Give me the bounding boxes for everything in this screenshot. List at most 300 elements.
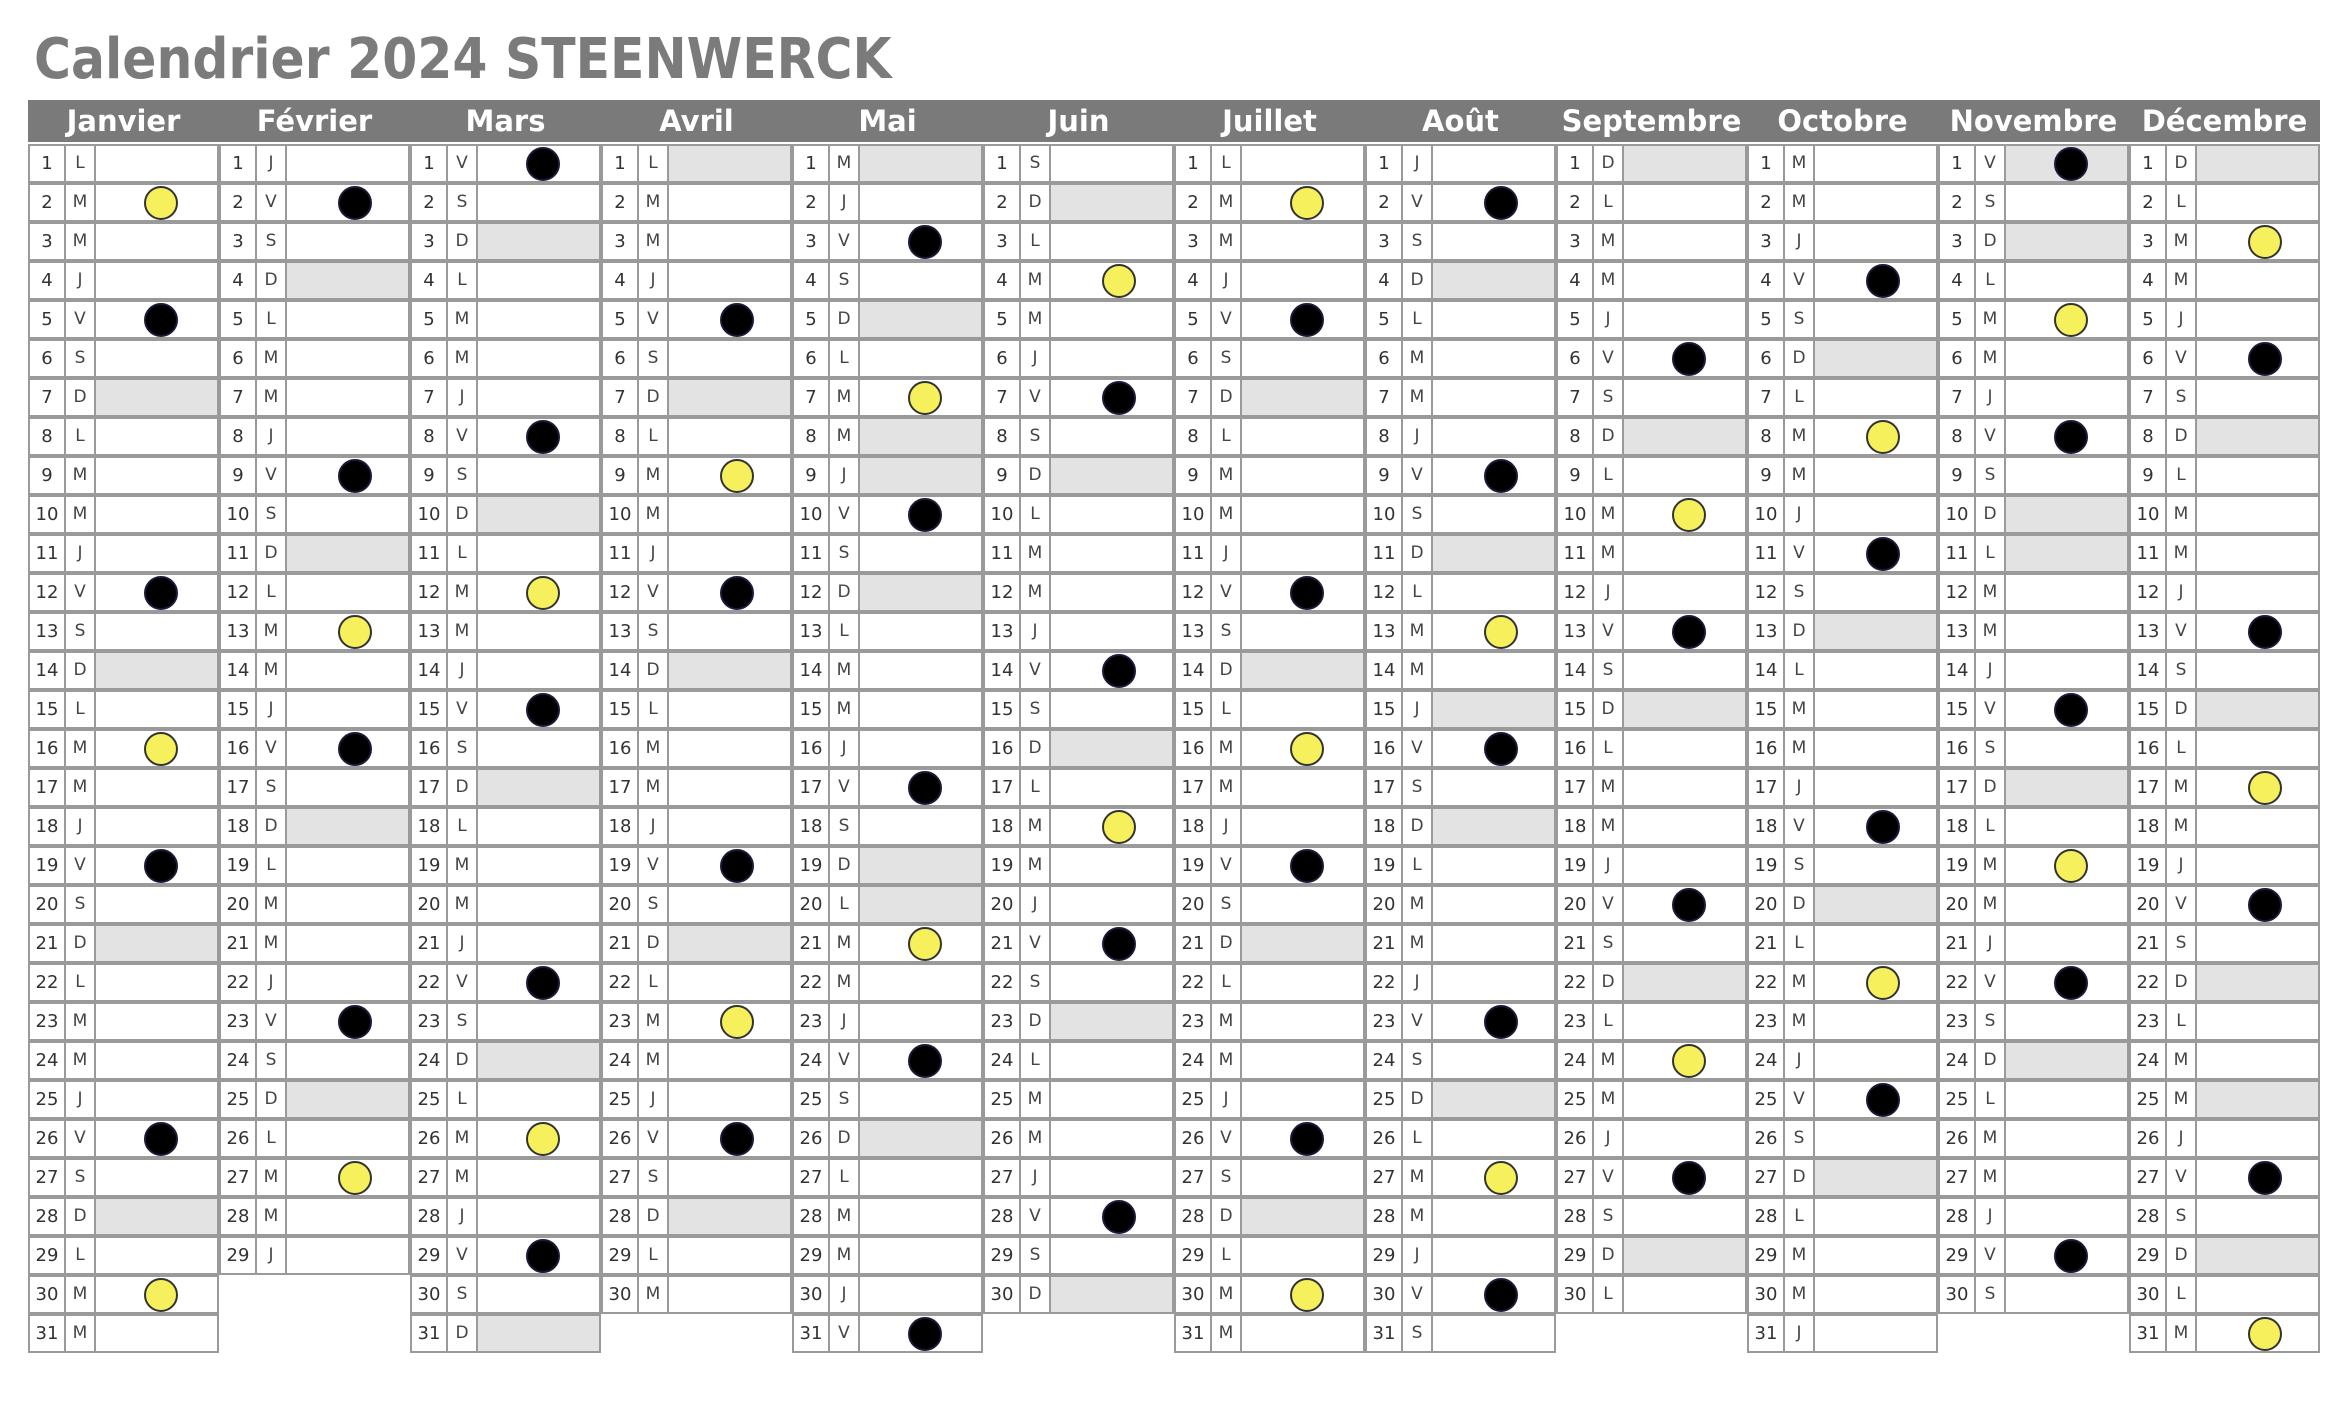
day-cell: [1747, 1314, 1938, 1353]
day-number: 1: [1749, 146, 1785, 181]
full-moon-icon: [144, 186, 178, 220]
day-note-area: [2197, 1043, 2318, 1078]
weekday-letter: S: [1976, 185, 2006, 220]
day-cell: [1174, 495, 1365, 534]
day-number: 7: [1558, 380, 1594, 415]
day-cell: [410, 1158, 601, 1197]
day-number: 13: [1558, 614, 1594, 649]
day-note-area: [2006, 536, 2127, 571]
weekday-letter: L: [1976, 809, 2006, 844]
day-cell: [219, 573, 410, 612]
day-number: 31: [30, 1316, 66, 1351]
weekday-letter: V: [1976, 146, 2006, 181]
day-number: 6: [1176, 341, 1212, 376]
day-cell: [601, 1080, 792, 1119]
day-number: 22: [985, 965, 1021, 1000]
day-cell: [1747, 261, 1938, 300]
weekday-letter: M: [257, 1199, 287, 1234]
weekday-letter: J: [448, 380, 478, 415]
weekday-letter: V: [1212, 575, 1242, 610]
day-number: 31: [2131, 1316, 2167, 1351]
day-note-area: [478, 614, 599, 649]
day-number: 1: [30, 146, 66, 181]
weekday-letter: D: [2167, 692, 2197, 727]
day-note-area: [1433, 458, 1554, 493]
weekday-letter: S: [66, 1160, 96, 1195]
day-note-area: [287, 263, 408, 298]
weekday-letter: J: [257, 965, 287, 1000]
day-cell: [1747, 222, 1938, 261]
day-cell: [1747, 846, 1938, 885]
weekday-letter: D: [2167, 146, 2197, 181]
day-cell: [28, 222, 219, 261]
weekday-letter: S: [2167, 926, 2197, 961]
day-number: 4: [985, 263, 1021, 298]
weekday-letter: L: [1403, 575, 1433, 610]
weekday-letter: M: [66, 1043, 96, 1078]
weekday-letter: L: [1212, 419, 1242, 454]
day-number: 10: [1367, 497, 1403, 532]
day-cell: [792, 1119, 983, 1158]
day-number: 17: [603, 770, 639, 805]
weekday-letter: J: [448, 926, 478, 961]
weekday-letter: M: [639, 770, 669, 805]
day-number: 14: [1367, 653, 1403, 688]
new-moon-icon: [526, 147, 560, 181]
day-cell: [983, 1041, 1174, 1080]
day-cell: [410, 300, 601, 339]
day-cell: [1747, 690, 1938, 729]
day-number: 12: [1940, 575, 1976, 610]
weekday-letter: M: [2167, 224, 2197, 259]
day-number: 13: [1749, 614, 1785, 649]
day-note-area: [1051, 224, 1172, 259]
day-cell: [792, 378, 983, 417]
day-number: 11: [603, 536, 639, 571]
day-number: 31: [1367, 1316, 1403, 1351]
day-note-area: [1051, 1199, 1172, 1234]
day-number: 23: [221, 1004, 257, 1039]
weekday-letter: V: [639, 575, 669, 610]
new-moon-icon: [908, 1317, 942, 1351]
weekday-letter: M: [1976, 848, 2006, 883]
day-cell: [1556, 339, 1747, 378]
new-moon-icon: [2054, 693, 2088, 727]
new-moon-icon: [1484, 1005, 1518, 1039]
day-number: 30: [1176, 1277, 1212, 1312]
day-note-area: [1624, 692, 1745, 727]
month-header-9: Septembre: [1556, 100, 1747, 142]
day-note-area: [1624, 809, 1745, 844]
day-cell: [792, 534, 983, 573]
day-cell: [28, 300, 219, 339]
day-note-area: [287, 653, 408, 688]
day-cell: [792, 183, 983, 222]
day-cell: [219, 1158, 410, 1197]
day-number: 16: [1558, 731, 1594, 766]
new-moon-icon: [908, 225, 942, 259]
weekday-letter: J: [1976, 1199, 2006, 1234]
weekday-letter: M: [639, 458, 669, 493]
weekday-letter: M: [2167, 1316, 2197, 1351]
weekday-letter: L: [1212, 965, 1242, 1000]
day-number: 22: [1176, 965, 1212, 1000]
day-cell: [1938, 1197, 2129, 1236]
day-number: 24: [794, 1043, 830, 1078]
day-number: 5: [1749, 302, 1785, 337]
day-cell: [1938, 1119, 2129, 1158]
weekday-letter: M: [1785, 419, 1815, 454]
full-moon-icon: [2054, 303, 2088, 337]
day-note-area: [1051, 848, 1172, 883]
day-note-area: [1051, 1160, 1172, 1195]
day-number: 23: [1940, 1004, 1976, 1039]
day-cell: [1556, 651, 1747, 690]
weekday-letter: S: [830, 809, 860, 844]
day-number: 3: [1176, 224, 1212, 259]
day-cell: [983, 1197, 1174, 1236]
weekday-letter: L: [639, 146, 669, 181]
day-note-area: [669, 263, 790, 298]
day-note-area: [1242, 1277, 1363, 1312]
day-cell: [1365, 1314, 1556, 1353]
day-note-area: [2006, 1238, 2127, 1273]
weekday-letter: J: [1594, 1121, 1624, 1156]
weekday-letter: M: [1594, 809, 1624, 844]
weekday-letter: L: [1403, 302, 1433, 337]
weekday-letter: L: [1976, 536, 2006, 571]
day-note-area: [860, 653, 981, 688]
day-cell: [410, 144, 601, 183]
day-note-area: [2197, 341, 2318, 376]
day-number: 6: [985, 341, 1021, 376]
weekday-letter: M: [1021, 575, 1051, 610]
day-cell: [410, 1002, 601, 1041]
day-cell: [1556, 573, 1747, 612]
page-title: Calendrier 2024 STEENWERCK: [34, 27, 892, 92]
day-note-area: [1815, 185, 1936, 220]
day-cell: [410, 534, 601, 573]
day-note-area: [1242, 926, 1363, 961]
day-number: 12: [221, 575, 257, 610]
day-cell: [219, 846, 410, 885]
day-number: 28: [603, 1199, 639, 1234]
day-note-area: [287, 848, 408, 883]
weekday-letter: D: [1594, 146, 1624, 181]
weekday-letter: S: [448, 1277, 478, 1312]
day-cell: [1365, 261, 1556, 300]
weekday-letter: M: [257, 380, 287, 415]
day-note-area: [860, 692, 981, 727]
day-note-area: [2197, 926, 2318, 961]
day-number: 18: [30, 809, 66, 844]
day-number: 3: [1749, 224, 1785, 259]
weekday-letter: D: [448, 497, 478, 532]
new-moon-icon: [1484, 186, 1518, 220]
day-note-area: [1815, 809, 1936, 844]
day-note-area: [1815, 146, 1936, 181]
weekday-letter: S: [1785, 1121, 1815, 1156]
new-moon-icon: [1102, 381, 1136, 415]
weekday-letter: D: [2167, 965, 2197, 1000]
day-note-area: [1242, 770, 1363, 805]
new-moon-icon: [720, 849, 754, 883]
day-number: 15: [603, 692, 639, 727]
weekday-letter: M: [66, 224, 96, 259]
weekday-letter: V: [1594, 341, 1624, 376]
day-note-area: [1433, 1316, 1554, 1351]
day-cell: [601, 846, 792, 885]
day-number: 16: [412, 731, 448, 766]
day-number: 25: [794, 1082, 830, 1117]
weekday-letter: V: [1976, 1238, 2006, 1273]
day-cell: [601, 885, 792, 924]
weekday-letter: M: [1594, 536, 1624, 571]
weekday-letter: D: [1594, 419, 1624, 454]
day-number: 24: [1176, 1043, 1212, 1078]
day-note-area: [287, 224, 408, 259]
weekday-letter: M: [2167, 1043, 2197, 1078]
day-cell: [792, 339, 983, 378]
weekday-letter: M: [1212, 458, 1242, 493]
day-note-area: [96, 497, 217, 532]
day-cell: [601, 924, 792, 963]
weekday-letter: J: [1021, 614, 1051, 649]
weekday-letter: M: [1403, 341, 1433, 376]
day-note-area: [1433, 887, 1554, 922]
weekday-letter: D: [1021, 1004, 1051, 1039]
day-number: 4: [603, 263, 639, 298]
day-note-area: [1815, 458, 1936, 493]
day-note-area: [2006, 848, 2127, 883]
day-note-area: [1051, 497, 1172, 532]
new-moon-icon: [720, 303, 754, 337]
weekday-letter: D: [66, 1199, 96, 1234]
day-number: 3: [1940, 224, 1976, 259]
weekday-letter: D: [639, 1199, 669, 1234]
day-note-area: [1242, 887, 1363, 922]
day-note-area: [860, 1199, 981, 1234]
day-note-area: [1051, 887, 1172, 922]
day-number: 5: [1176, 302, 1212, 337]
weekday-letter: D: [448, 770, 478, 805]
weekday-letter: L: [257, 848, 287, 883]
day-cell: [1365, 1119, 1556, 1158]
weekday-letter: J: [1976, 653, 2006, 688]
weekday-letter: S: [2167, 1199, 2197, 1234]
day-note-area: [1624, 926, 1745, 961]
day-cell: [983, 963, 1174, 1002]
day-note-area: [1815, 731, 1936, 766]
day-number: 11: [1749, 536, 1785, 571]
day-note-area: [287, 770, 408, 805]
day-number: 9: [603, 458, 639, 493]
month-header-7: Juillet: [1174, 100, 1365, 142]
day-cell: [983, 183, 1174, 222]
new-moon-icon: [1290, 849, 1324, 883]
day-note-area: [96, 419, 217, 454]
day-cell: [983, 339, 1174, 378]
day-cell: [1938, 651, 2129, 690]
day-number: 25: [221, 1082, 257, 1117]
day-cell: [28, 963, 219, 1002]
day-cell: [1938, 222, 2129, 261]
day-note-area: [478, 1277, 599, 1312]
weekday-letter: J: [830, 1004, 860, 1039]
month-header-6: Juin: [983, 100, 1174, 142]
weekday-letter: M: [1021, 263, 1051, 298]
weekday-letter: D: [830, 1121, 860, 1156]
weekday-letter: D: [1403, 809, 1433, 844]
day-number: 1: [985, 146, 1021, 181]
day-number: 19: [603, 848, 639, 883]
weekday-letter: D: [1212, 926, 1242, 961]
day-number: 21: [30, 926, 66, 961]
day-number: 20: [1749, 887, 1785, 922]
day-cell: [28, 417, 219, 456]
year-calendar-grid: [28, 100, 2321, 1356]
day-number: 10: [1940, 497, 1976, 532]
day-note-area: [1624, 1121, 1745, 1156]
new-moon-icon: [2054, 966, 2088, 1000]
day-number: 30: [1558, 1277, 1594, 1312]
weekday-letter: L: [639, 692, 669, 727]
day-note-area: [2006, 1199, 2127, 1234]
day-note-area: [287, 458, 408, 493]
day-number: 15: [2131, 692, 2167, 727]
day-note-area: [1433, 653, 1554, 688]
day-number: 12: [985, 575, 1021, 610]
day-number: 14: [603, 653, 639, 688]
new-moon-icon: [1484, 459, 1518, 493]
day-cell: [2129, 378, 2320, 417]
day-number: 13: [1367, 614, 1403, 649]
day-number: 12: [30, 575, 66, 610]
day-cell: [1365, 1080, 1556, 1119]
new-moon-icon: [144, 849, 178, 883]
weekday-letter: L: [1594, 458, 1624, 493]
day-note-area: [860, 419, 981, 454]
day-note-area: [669, 770, 790, 805]
day-note-area: [287, 185, 408, 220]
day-note-area: [669, 731, 790, 766]
weekday-letter: S: [1594, 380, 1624, 415]
day-cell: [792, 1041, 983, 1080]
day-cell: [219, 1197, 410, 1236]
day-note-area: [478, 185, 599, 220]
weekday-letter: S: [1021, 419, 1051, 454]
weekday-letter: V: [830, 1043, 860, 1078]
weekday-letter: V: [1976, 965, 2006, 1000]
weekday-letter: M: [830, 419, 860, 454]
day-number: 22: [1367, 965, 1403, 1000]
day-cell: [601, 378, 792, 417]
day-number: 20: [412, 887, 448, 922]
day-number: 23: [1749, 1004, 1785, 1039]
day-number: 26: [603, 1121, 639, 1156]
day-cell: [1556, 807, 1747, 846]
day-number: 30: [30, 1277, 66, 1312]
day-cell: [2129, 495, 2320, 534]
weekday-letter: D: [1212, 1199, 1242, 1234]
weekday-letter: D: [257, 536, 287, 571]
day-note-area: [1624, 731, 1745, 766]
weekday-letter: S: [1403, 770, 1433, 805]
day-number: 2: [1558, 185, 1594, 220]
day-cell: [410, 339, 601, 378]
day-note-area: [860, 770, 981, 805]
weekday-letter: M: [1212, 1277, 1242, 1312]
weekday-letter: V: [1976, 419, 2006, 454]
weekday-letter: V: [1403, 1004, 1433, 1039]
day-cell: [601, 1041, 792, 1080]
day-number: 8: [985, 419, 1021, 454]
day-cell: [601, 768, 792, 807]
weekday-letter: L: [1976, 263, 2006, 298]
day-note-area: [2006, 1277, 2127, 1312]
day-cell: [1747, 729, 1938, 768]
weekday-letter: J: [1594, 302, 1624, 337]
day-note-area: [287, 731, 408, 766]
day-number: 28: [1176, 1199, 1212, 1234]
new-moon-icon: [1866, 264, 1900, 298]
day-number: 8: [794, 419, 830, 454]
day-number: 31: [1176, 1316, 1212, 1351]
day-number: 18: [1749, 809, 1785, 844]
day-note-area: [478, 1238, 599, 1273]
weekday-letter: V: [448, 692, 478, 727]
day-cell: [1938, 339, 2129, 378]
weekday-letter: J: [2167, 848, 2197, 883]
day-cell: [1365, 729, 1556, 768]
day-number: 16: [30, 731, 66, 766]
day-cell: [2129, 417, 2320, 456]
day-number: 23: [412, 1004, 448, 1039]
day-number: 13: [2131, 614, 2167, 649]
day-cell: [1556, 144, 1747, 183]
day-number: 14: [1940, 653, 1976, 688]
day-number: 23: [603, 1004, 639, 1039]
day-cell: [1556, 846, 1747, 885]
weekday-letter: M: [1212, 497, 1242, 532]
day-cell: [1747, 300, 1938, 339]
day-cell: [1174, 1236, 1365, 1275]
day-note-area: [2197, 1277, 2318, 1312]
day-note-area: [860, 887, 981, 922]
weekday-letter: D: [1785, 341, 1815, 376]
day-cell: [1365, 534, 1556, 573]
weekday-letter: D: [639, 380, 669, 415]
day-note-area: [1815, 380, 1936, 415]
day-number: 13: [985, 614, 1021, 649]
weekday-letter: M: [1976, 575, 2006, 610]
day-cell: [28, 651, 219, 690]
day-note-area: [669, 1082, 790, 1117]
full-moon-icon: [2248, 1317, 2282, 1351]
weekday-letter: M: [639, 1277, 669, 1312]
day-number: 8: [221, 419, 257, 454]
new-moon-icon: [1102, 1200, 1136, 1234]
day-number: 3: [985, 224, 1021, 259]
day-note-area: [669, 341, 790, 376]
day-note-area: [1624, 653, 1745, 688]
new-moon-icon: [144, 576, 178, 610]
day-note-area: [1624, 1043, 1745, 1078]
day-note-area: [860, 146, 981, 181]
weekday-letter: V: [1785, 809, 1815, 844]
weekday-letter: S: [1021, 692, 1051, 727]
day-cell: [219, 1041, 410, 1080]
